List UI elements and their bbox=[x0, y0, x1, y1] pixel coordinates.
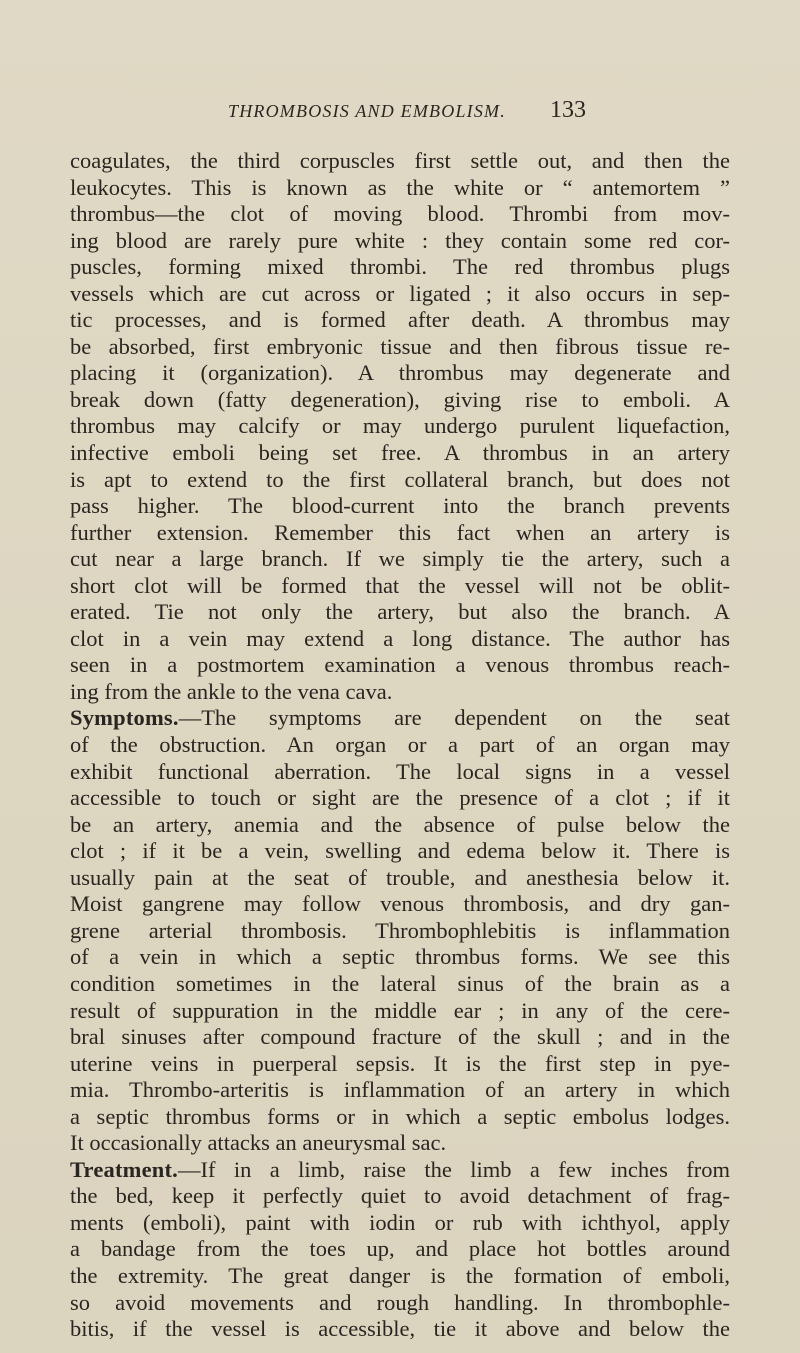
line-text: break down (fatty degeneration), giving rise to emboli. A bbox=[70, 386, 730, 412]
line-text: a septic thrombus forms or in which a septic embolus lodges. bbox=[70, 1103, 730, 1129]
text-line bbox=[70, 573, 730, 600]
text-line bbox=[70, 944, 730, 971]
text-line bbox=[70, 1316, 730, 1343]
line-text: erated. Tie not only the artery, but also the branch. A bbox=[70, 599, 730, 625]
text-line bbox=[70, 1236, 730, 1263]
page-header bbox=[0, 97, 800, 131]
line-text: of a vein in which a septic thrombus forms. We see this bbox=[70, 944, 730, 970]
line-text: leukocytes. This is known as the white or “ antemortem ” bbox=[70, 174, 730, 200]
line-text: bral sinuses after compound fracture of the skull ; and in the bbox=[70, 1024, 730, 1050]
line-text: vessels which are cut across or ligated ; it also occurs in sep- bbox=[70, 280, 730, 306]
line-text: a bandage from the toes up, and place hot bottles around bbox=[70, 1236, 730, 1262]
line-text: grene arterial thrombosis. Thrombophlebitis is inflammation bbox=[70, 917, 730, 943]
text-line bbox=[70, 1210, 730, 1237]
text-line bbox=[70, 626, 730, 653]
text-line bbox=[70, 812, 730, 839]
line-text: cut near a large branch. If we simply tie the artery, such a bbox=[70, 546, 730, 572]
text-line bbox=[70, 440, 730, 467]
text-line bbox=[70, 891, 730, 918]
line-text: be absorbed, first embryonic tissue and then fibrous tissue re- bbox=[70, 333, 730, 359]
text-line bbox=[70, 838, 730, 865]
line-text: bitis, if the vessel is accessible, tie it above and below the bbox=[70, 1316, 730, 1342]
line-text: uterine veins in puerperal sepsis. It is the first step in pye- bbox=[70, 1050, 730, 1076]
line-text: mia. Thrombo-arteritis is inflammation of an artery in which bbox=[70, 1077, 730, 1103]
text-line bbox=[70, 148, 730, 175]
line-text: accessible to touch or sight are the presence of a clot ; if it bbox=[70, 785, 730, 811]
line-text: ing from the ankle to the vena cava. bbox=[70, 678, 393, 704]
line-text: result of suppuration in the middle ear ; in any of the cere- bbox=[70, 997, 730, 1023]
line-text: the extremity. The great danger is the formation of emboli, bbox=[70, 1262, 730, 1288]
line-text: seen in a postmortem examination a venous thrombus reach- bbox=[70, 652, 730, 678]
text-line bbox=[70, 679, 730, 706]
text-line bbox=[70, 467, 730, 494]
line-text: usually pain at the seat of trouble, and anesthesia below it. bbox=[70, 864, 730, 890]
section-heading: Treatment. bbox=[70, 1156, 179, 1182]
line-text: placing it (organization). A thrombus may degenerate and bbox=[70, 360, 730, 386]
text-line bbox=[70, 599, 730, 626]
text-line bbox=[70, 1183, 730, 1210]
line-text: condition sometimes in the lateral sinus of the brain as a bbox=[70, 970, 730, 996]
line-text: be an artery, anemia and the absence of pulse below the bbox=[70, 811, 730, 837]
line-text: so avoid movements and rough handling. In thrombophle- bbox=[70, 1289, 730, 1315]
text-line bbox=[70, 1263, 730, 1290]
text-line bbox=[70, 228, 730, 255]
line-text: ments (emboli), paint with iodin or rub with ichthyol, apply bbox=[70, 1209, 730, 1235]
text-line bbox=[70, 413, 730, 440]
line-text: —If in a limb, raise the limb a few inches from bbox=[178, 1156, 730, 1182]
text-line bbox=[70, 652, 730, 679]
line-text: further extension. Remember this fact when an artery is bbox=[70, 519, 730, 545]
line-text: thrombus—the clot of moving blood. Thrombi from mov- bbox=[70, 201, 730, 227]
text-line bbox=[70, 1077, 730, 1104]
line-text: infective emboli being set free. A thrombus in an artery bbox=[70, 440, 730, 466]
text-line bbox=[70, 520, 730, 547]
line-text: clot in a vein may extend a long distance. The author has bbox=[70, 625, 730, 651]
line-text: ing blood are rarely pure white : they contain some red cor- bbox=[70, 227, 730, 253]
line-text: thrombus may calcify or may undergo purulent liquefaction, bbox=[70, 413, 730, 439]
text-line bbox=[70, 387, 730, 414]
text-line bbox=[70, 732, 730, 759]
text-line bbox=[70, 865, 730, 892]
line-text: is apt to extend to the first collateral branch, but does not bbox=[70, 466, 730, 492]
line-text: —The symptoms are dependent on the seat bbox=[178, 705, 730, 731]
section-heading: Symptoms. bbox=[70, 705, 179, 731]
text-line bbox=[70, 918, 730, 945]
line-text: puscles, forming mixed thrombi. The red thrombus plugs bbox=[70, 254, 730, 280]
text-line bbox=[70, 1290, 730, 1317]
text-line bbox=[70, 998, 730, 1025]
text-line bbox=[70, 493, 730, 520]
text-line bbox=[70, 1157, 730, 1184]
line-text: Moist gangrene may follow venous thrombosis, and dry gan- bbox=[70, 891, 730, 917]
line-text: exhibit functional aberration. The local signs in a vessel bbox=[70, 758, 730, 784]
line-text: of the obstruction. An organ or a part of an organ may bbox=[70, 732, 730, 758]
line-text: pass higher. The blood-current into the branch prevents bbox=[70, 493, 730, 519]
text-line bbox=[70, 201, 730, 228]
running-head: THROMBOSIS AND EMBOLISM. bbox=[228, 101, 506, 121]
line-text: clot ; if it be a vein, swelling and edema below it. There is bbox=[70, 838, 730, 864]
text-line bbox=[70, 971, 730, 998]
line-text: tic processes, and is formed after death. A thrombus may bbox=[70, 307, 730, 333]
line-text: coagulates, the third corpuscles first settle out, and then the bbox=[70, 148, 730, 173]
text-line bbox=[70, 785, 730, 812]
text-line bbox=[70, 1104, 730, 1131]
text-line bbox=[70, 360, 730, 387]
text-line bbox=[70, 307, 730, 334]
line-text: the bed, keep it perfectly quiet to avoid detachment of frag- bbox=[70, 1183, 730, 1209]
page-number: 133 bbox=[550, 97, 586, 123]
line-text: It occasionally attacks an aneurysmal sac. bbox=[70, 1130, 447, 1156]
text-line bbox=[70, 334, 730, 361]
body-text bbox=[70, 148, 730, 1343]
text-line bbox=[70, 281, 730, 308]
text-line bbox=[70, 254, 730, 281]
line-text: short clot will be formed that the vessel will not be oblit- bbox=[70, 572, 730, 598]
text-line bbox=[70, 759, 730, 786]
text-line bbox=[70, 1130, 730, 1157]
text-line bbox=[70, 1024, 730, 1051]
text-line bbox=[70, 705, 730, 732]
text-line bbox=[70, 175, 730, 202]
text-line bbox=[70, 1051, 730, 1078]
text-line bbox=[70, 546, 730, 573]
